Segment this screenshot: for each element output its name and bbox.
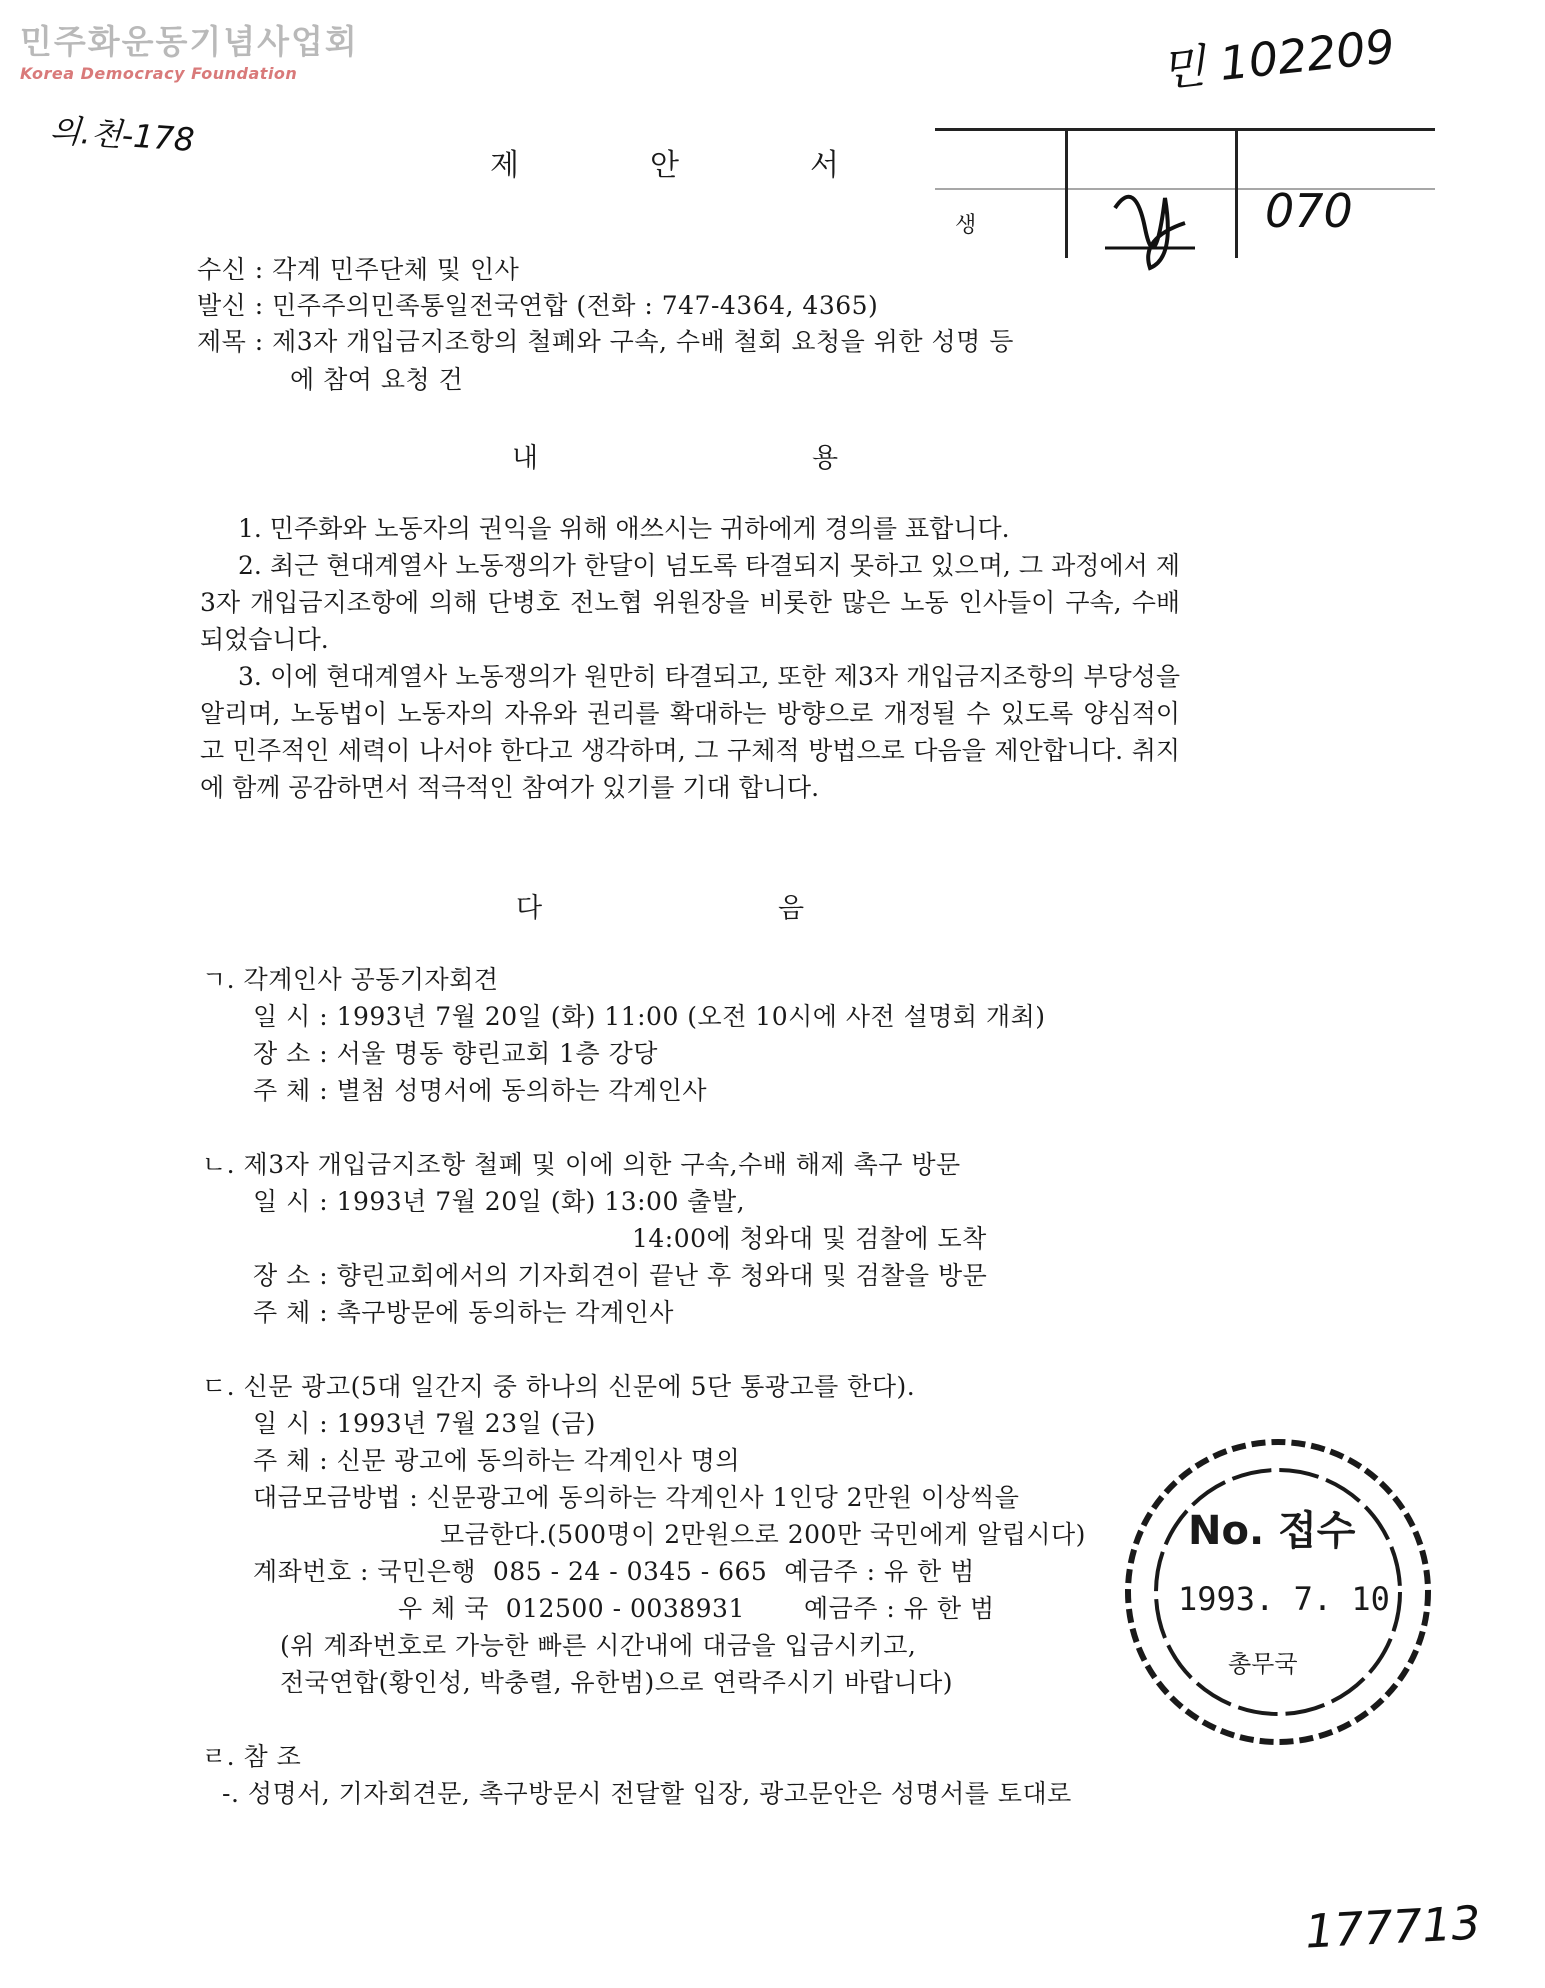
section-c-account-1: 계좌번호 : 국민은행 085 - 24 - 0345 - 665 예금주 : 유 한 범 <box>253 1557 975 1586</box>
section-b-host: 주 체 : 촉구방문에 동의하는 각계인사 <box>253 1298 674 1327</box>
header-sender: 발신 : 민주주의민족통일전국연합 (전화 : 747-4364, 4365) <box>197 291 879 320</box>
section-a-title: ㄱ. 각계인사 공동기자회견 <box>202 965 499 994</box>
next-heading: 다 음 <box>516 893 805 924</box>
section-b-date: 일 시 : 1993년 7월 20일 (화) 13:00 출발, <box>253 1187 746 1216</box>
section-c-date: 일 시 : 1993년 7월 23일 (금) <box>253 1409 596 1438</box>
section-b-title: ㄴ. 제3자 개입금지조항 철폐 및 이에 의한 구속,수배 해제 촉구 방문 <box>202 1150 961 1179</box>
section-c-note-2: 전국연합(황인성, 박충렬, 유한범)으로 연락주시기 바랍니다) <box>280 1668 954 1697</box>
header-subject: 제목 : 제3자 개입금지조항의 철폐와 구속, 수배 철회 요청을 위한 성명 등 <box>197 327 1014 356</box>
paragraph-3: 3. 이에 현대계열사 노동쟁의가 원만히 타결되고, 또한 제3자 개입금지조항의 부당성을 알리며, 노동법이 노동자의 자유와 권리를 확대하는 방향으로 개정될 수 있도록 양심적이고 민주적인 세력이 나서야 한다고 생각하며, 그 구체적 방법으로 다음을 제안합니다. 취지에 함께 공감하면서 적극적인 참여가 있기를 기대 합니다. <box>200 662 1180 802</box>
paragraph-2: 2. 최근 현대계열사 노동쟁의가 한달이 넘도록 타결되지 못하고 있으며, 그 과정에서 제3자 개입금지조항에 의해 단병호 전노협 위원장을 비롯한 많은 노동 인사들이 구속, 수배되었습니다. <box>200 551 1180 654</box>
section-c-note-1: (위 계좌번호로 가능한 빠른 시간내에 대금을 입금시키고, <box>280 1631 917 1660</box>
content-heading: 내 용 <box>512 443 839 474</box>
receipt-box-number: 070 <box>1265 184 1353 238</box>
section-c-title: ㄷ. 신문 광고(5대 일간지 중 하나의 신문에 5단 통광고를 한다). <box>202 1372 916 1401</box>
section-a-host: 주 체 : 별첨 성명서에 동의하는 각계인사 <box>253 1076 708 1105</box>
section-a-date: 일 시 : 1993년 7월 20일 (화) 11:00 (오전 10시에 사전 설명회 개최) <box>253 1002 1046 1031</box>
document-title: 제 안 서 <box>490 148 839 183</box>
header-recipient: 수신 : 각계 민주단체 및 인사 <box>197 255 520 284</box>
section-c-fund-cont: 모금한다.(500명이 2만원으로 200만 국민에게 알립시다) <box>440 1520 1086 1549</box>
receipt-seal <box>1118 1432 1438 1752</box>
section-c-fund: 대금모금방법 : 신문광고에 동의하는 각계인사 1인당 2만원 이상씩을 <box>253 1483 1020 1512</box>
handwritten-ref-bottomright: 177713 <box>1303 1895 1482 1959</box>
section-a-place: 장 소 : 서울 명동 향린교회 1층 강당 <box>253 1039 658 1068</box>
watermark-english: Korea Democracy Foundation <box>20 64 298 83</box>
seal-date: 1993. 7. 10 <box>1178 1580 1390 1618</box>
section-d-line: -. 성명서, 기자회견문, 촉구방문시 전달할 입장, 광고문안은 성명서를 토대로 <box>222 1779 1072 1808</box>
section-d-title: ㄹ. 참 조 <box>202 1742 302 1771</box>
section-b-date-cont: 14:00에 청와대 및 검찰에 도착 <box>632 1224 987 1253</box>
handwritten-ref-topright: 민 102209 <box>1158 18 1398 98</box>
section-b-place: 장 소 : 향린교회에서의 기자회견이 끝난 후 청와대 및 검찰을 방문 <box>253 1261 988 1290</box>
receipt-box <box>935 128 1435 258</box>
section-c-account-2: 우 체 국 012500 - 0038931 예금주 : 유 한 범 <box>398 1594 995 1623</box>
receipt-box-prefix: 생 <box>955 213 977 238</box>
body-paragraphs <box>200 510 1180 806</box>
handwritten-ref-topleft: 의.천-178 <box>48 110 196 159</box>
seal-org: 총무국 <box>1228 1650 1298 1678</box>
header-subject-cont: 에 참여 요청 건 <box>290 365 464 394</box>
handwritten-signature <box>1095 168 1205 278</box>
watermark-korean: 민주화운동기념사업회 <box>20 22 359 61</box>
section-c-host: 주 체 : 신문 광고에 동의하는 각계인사 명의 <box>253 1446 741 1475</box>
paragraph-1: 1. 민주화와 노동자의 권익을 위해 애쓰시는 귀하에게 경의를 표합니다. <box>238 514 1010 543</box>
seal-label: No. 접수 <box>1188 1508 1356 1554</box>
